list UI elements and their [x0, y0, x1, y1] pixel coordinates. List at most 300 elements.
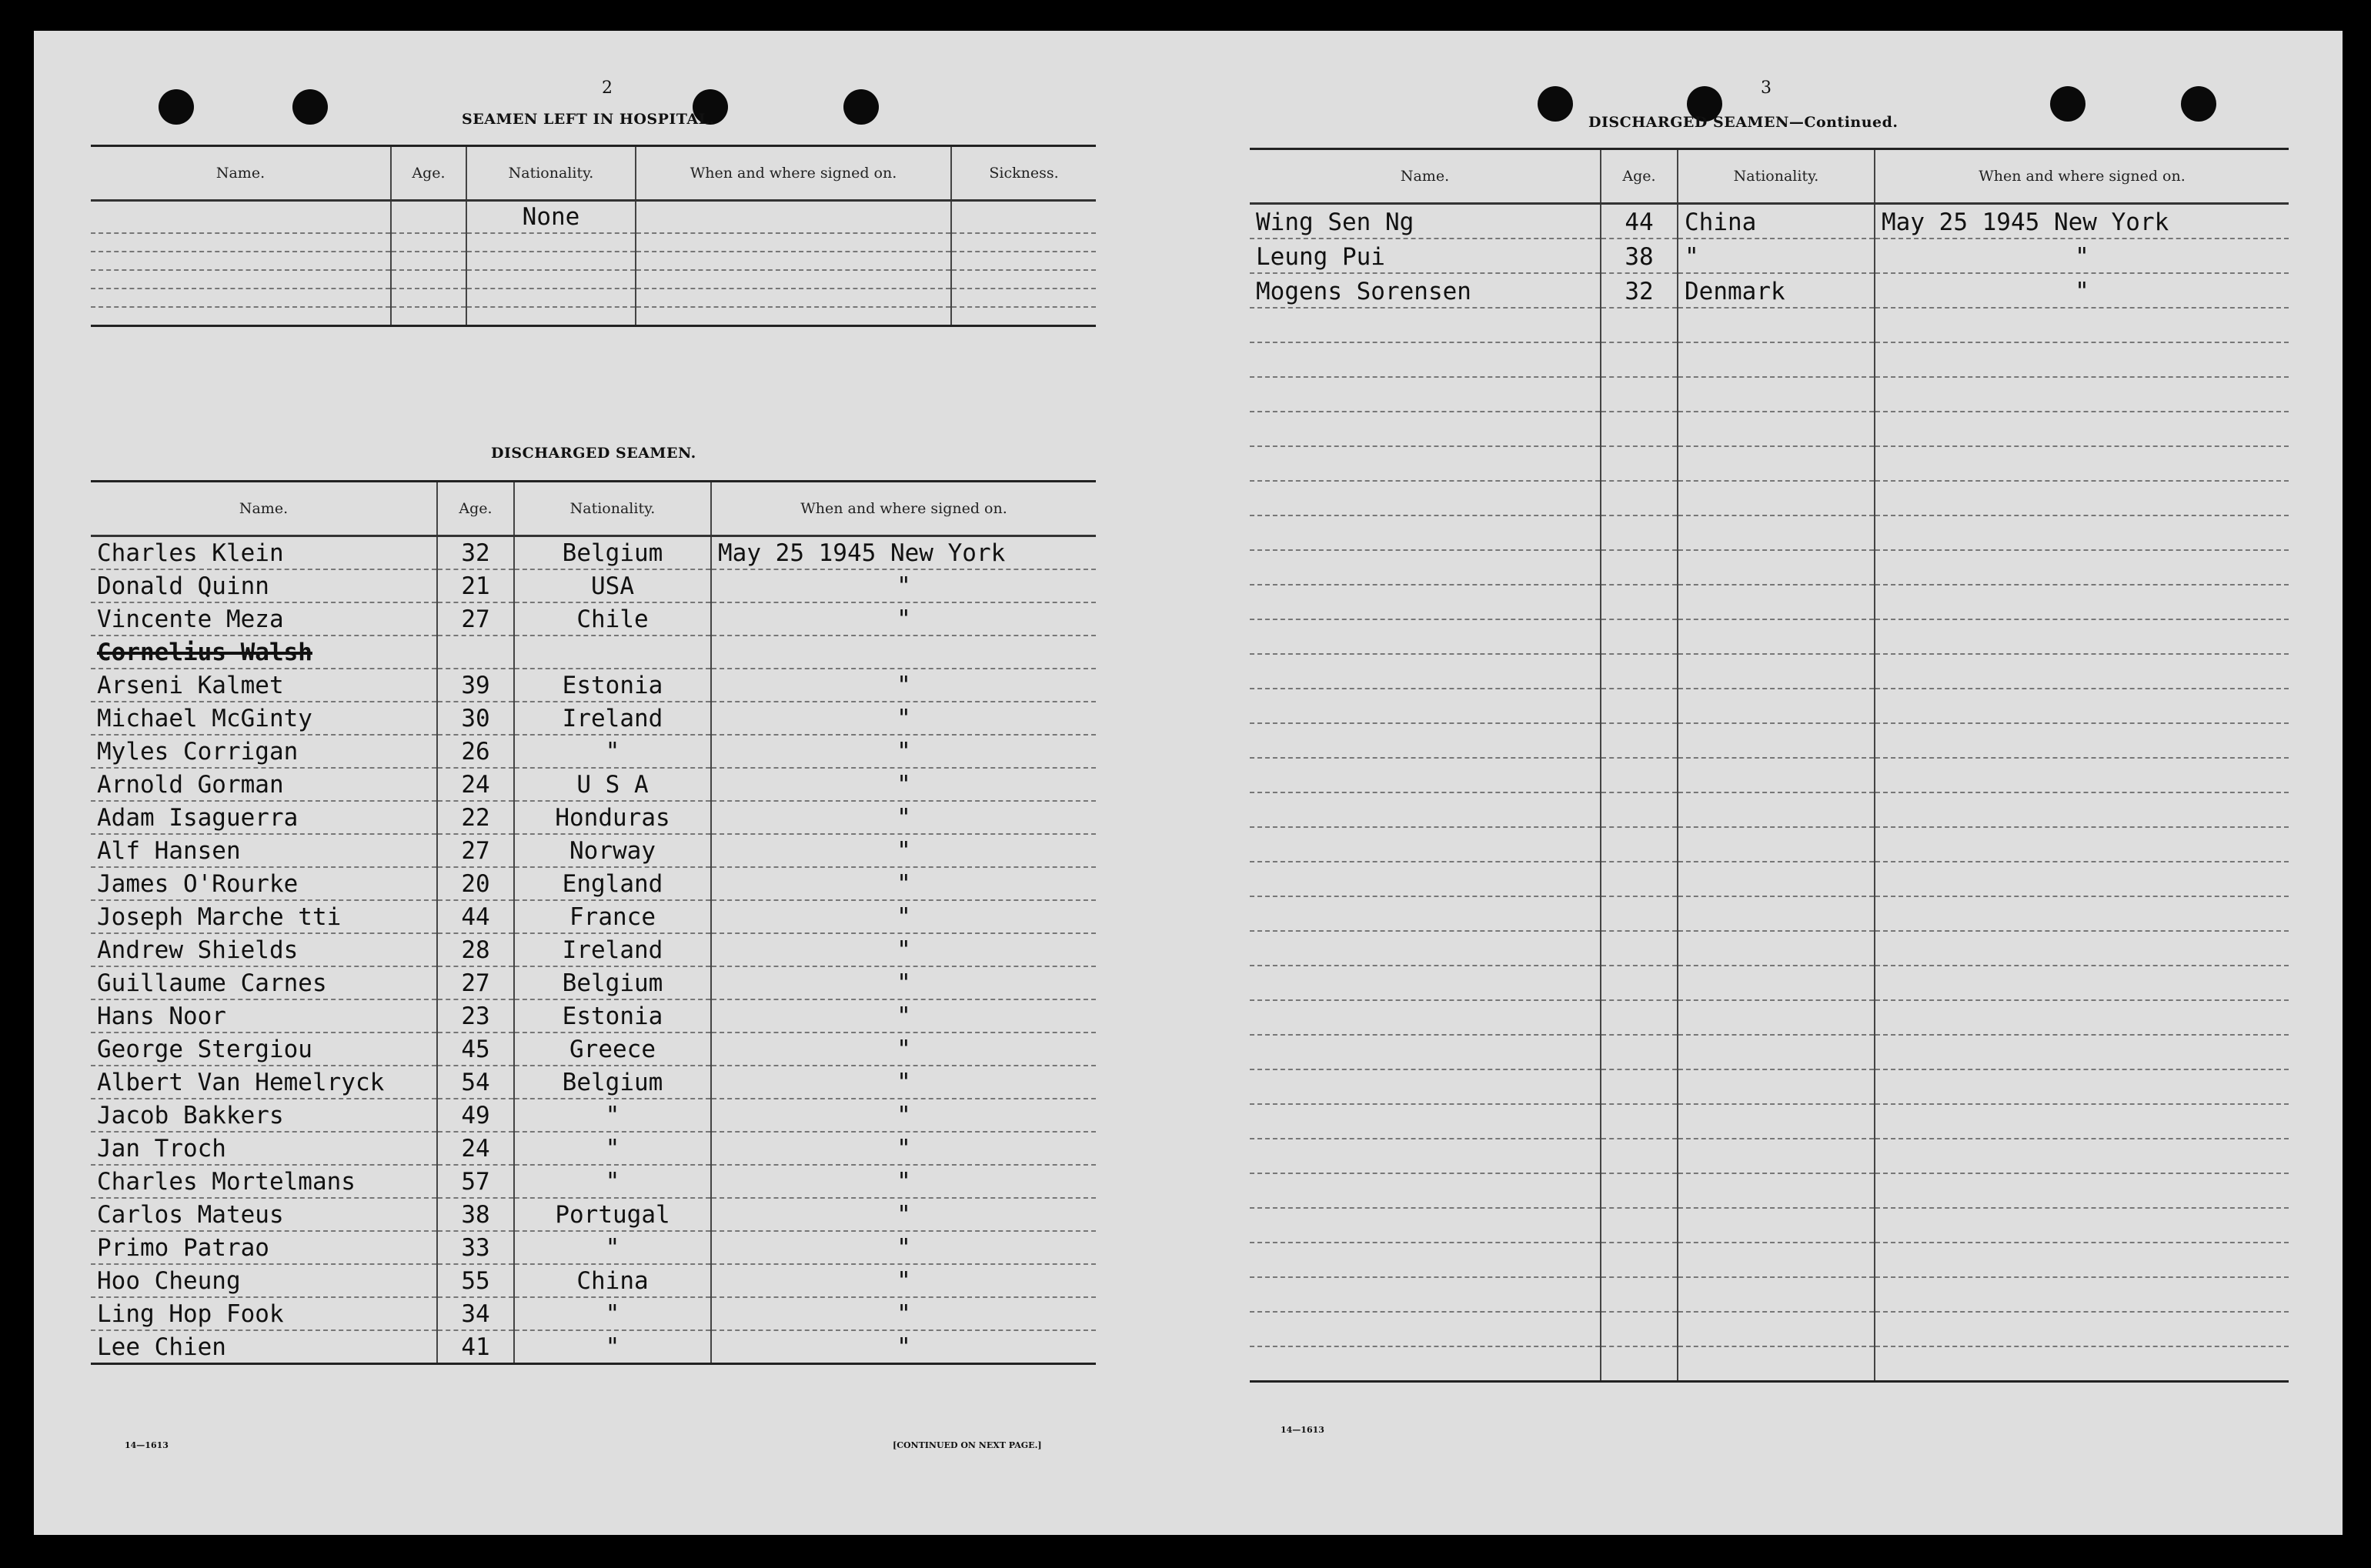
discharged-cell: " — [711, 1165, 1096, 1198]
table-row — [1250, 862, 2289, 896]
discharged-cell: Joseph Marche tti — [91, 900, 437, 933]
continued-cell — [1250, 862, 1601, 896]
discharged-cell: Jan Troch — [91, 1132, 437, 1165]
continued-cell — [1678, 342, 1875, 377]
discharged-cell: U S A — [514, 768, 711, 801]
table-row — [91, 1231, 1096, 1264]
continued-cell — [1250, 1277, 1601, 1312]
continued-header-0: Name. — [1250, 149, 1601, 204]
table-row — [1250, 689, 2289, 723]
table-row — [1250, 585, 2289, 619]
discharged-cell: " — [711, 966, 1096, 999]
continued-cell — [1601, 342, 1678, 377]
table-row — [1250, 1104, 2289, 1139]
discharged-cell: Chile — [514, 602, 711, 636]
continued-cell — [1678, 931, 1875, 966]
continued-cell — [1875, 1243, 2289, 1277]
table-row — [1250, 792, 2289, 827]
continued-cell — [1875, 689, 2289, 723]
discharged-cell: 28 — [437, 933, 514, 966]
continued-cell — [1678, 515, 1875, 550]
continued-cell — [1601, 792, 1678, 827]
discharged-cell: Hoo Cheung — [91, 1264, 437, 1297]
table-row — [1250, 1035, 2289, 1069]
discharged-cell: " — [514, 1132, 711, 1165]
table-row — [91, 1099, 1096, 1132]
hospital-cell — [636, 270, 951, 289]
continued-cell — [1875, 1104, 2289, 1139]
discharged-cell: Belgium — [514, 536, 711, 570]
continued-cell — [1601, 1173, 1678, 1208]
continued-cell — [1250, 585, 1601, 619]
table-row — [91, 801, 1096, 834]
right-page-number: 3 — [1761, 78, 1772, 98]
continued-cell: China — [1678, 204, 1875, 239]
hospital-header-2: Nationality. — [466, 146, 636, 201]
continued-cell — [1875, 308, 2289, 342]
hospital-cell — [636, 252, 951, 270]
hospital-cell — [636, 307, 951, 326]
continued-cell — [1678, 585, 1875, 619]
hospital-cell — [466, 252, 636, 270]
punch-hole-2 — [292, 89, 328, 125]
discharged-cell: " — [711, 702, 1096, 735]
continued-cell: May 25 1945 New York — [1875, 204, 2289, 239]
continued-cell — [1250, 446, 1601, 481]
hospital-cell — [636, 233, 951, 252]
continued-cell — [1678, 758, 1875, 792]
discharged-cell: Carlos Mateus — [91, 1198, 437, 1231]
table-row — [91, 768, 1096, 801]
discharged-cell: 27 — [437, 834, 514, 867]
discharged-cell: 26 — [437, 735, 514, 768]
table-row — [91, 966, 1096, 999]
discharged-cell: " — [711, 1297, 1096, 1330]
continued-cell — [1875, 931, 2289, 966]
table-row — [91, 669, 1096, 702]
table-row — [1250, 446, 2289, 481]
table-row — [1250, 1277, 2289, 1312]
continued-cell — [1875, 654, 2289, 689]
discharged-cell: Norway — [514, 834, 711, 867]
table-row — [91, 201, 1096, 234]
discharged-cell: Portugal — [514, 1198, 711, 1231]
continued-cell — [1601, 585, 1678, 619]
discharged-cell: Hans Noor — [91, 999, 437, 1033]
discharged-cell: 33 — [437, 1231, 514, 1264]
continued-cell — [1678, 1277, 1875, 1312]
discharged-section-title: DISCHARGED SEAMEN. — [491, 445, 696, 462]
discharged-cell: " — [711, 933, 1096, 966]
continued-cell — [1678, 481, 1875, 515]
table-row — [91, 900, 1096, 933]
continued-cell — [1250, 1035, 1601, 1069]
hospital-header-3: When and where signed on. — [636, 146, 951, 201]
continued-cell — [1875, 342, 2289, 377]
discharged-cell: Charles Klein — [91, 536, 437, 570]
discharged-cell: " — [711, 834, 1096, 867]
continued-cell — [1875, 377, 2289, 412]
table-row — [1250, 1243, 2289, 1277]
continued-cell — [1875, 1346, 2289, 1382]
discharged-cell: Lee Chien — [91, 1330, 437, 1364]
discharged-cell: Primo Patrao — [91, 1231, 437, 1264]
continued-cell — [1678, 1000, 1875, 1035]
continued-cell — [1875, 966, 2289, 1000]
discharged-cell: 39 — [437, 669, 514, 702]
continued-cell — [1678, 1312, 1875, 1346]
hospital-cell — [391, 252, 466, 270]
continued-cell — [1250, 896, 1601, 931]
continued-cell — [1678, 966, 1875, 1000]
table-row — [91, 636, 1096, 669]
continued-header-3: When and where signed on. — [1875, 149, 2289, 204]
continued-cell — [1678, 412, 1875, 446]
continued-cell — [1601, 1312, 1678, 1346]
hospital-cell — [466, 270, 636, 289]
continued-cell — [1678, 896, 1875, 931]
continued-cell — [1678, 1139, 1875, 1173]
continued-cell — [1678, 1104, 1875, 1139]
continued-cell — [1250, 1104, 1601, 1139]
continued-cell: " — [1875, 239, 2289, 273]
continued-cell — [1875, 758, 2289, 792]
continued-note: [CONTINUED ON NEXT PAGE.] — [893, 1440, 1042, 1450]
continued-cell — [1601, 654, 1678, 689]
table-row — [91, 536, 1096, 570]
table-row — [1250, 204, 2289, 239]
continued-cell — [1875, 896, 2289, 931]
continued-cell — [1678, 550, 1875, 585]
discharged-cell: 41 — [437, 1330, 514, 1364]
discharged-cell: " — [711, 1132, 1096, 1165]
hospital-cell — [951, 201, 1096, 234]
continued-cell — [1250, 827, 1601, 862]
punch-hole-7 — [2050, 86, 2085, 122]
continued-cell — [1601, 1035, 1678, 1069]
continued-cell — [1250, 792, 1601, 827]
discharged-cell: England — [514, 867, 711, 900]
discharged-cell: Belgium — [514, 1066, 711, 1099]
discharged-cell: " — [711, 999, 1096, 1033]
discharged-cell: 44 — [437, 900, 514, 933]
discharged-cell: Greece — [514, 1033, 711, 1066]
discharged-cell: " — [711, 1066, 1096, 1099]
discharged-cell: " — [514, 1330, 711, 1364]
hospital-cell — [951, 270, 1096, 289]
continued-cell — [1250, 1243, 1601, 1277]
continued-cell — [1601, 758, 1678, 792]
continued-cell — [1875, 827, 2289, 862]
table-row — [1250, 412, 2289, 446]
hospital-cell — [91, 307, 391, 326]
table-row — [1250, 515, 2289, 550]
table-row — [91, 1330, 1096, 1364]
discharged-cell: Ireland — [514, 702, 711, 735]
discharged-cell: Guillaume Carnes — [91, 966, 437, 999]
discharged-cell: 27 — [437, 966, 514, 999]
continued-cell — [1601, 1069, 1678, 1104]
discharged-cell: James O'Rourke — [91, 867, 437, 900]
continued-cell — [1601, 862, 1678, 896]
hospital-cell — [391, 233, 466, 252]
hospital-cell — [391, 270, 466, 289]
continued-cell — [1678, 862, 1875, 896]
discharged-cell: France — [514, 900, 711, 933]
table-row — [91, 999, 1096, 1033]
table-row — [91, 289, 1096, 307]
table-row — [1250, 654, 2289, 689]
continued-cell — [1875, 1000, 2289, 1035]
continued-cell — [1875, 1312, 2289, 1346]
table-row — [91, 1132, 1096, 1165]
discharged-cell: Donald Quinn — [91, 569, 437, 602]
table-row — [1250, 1173, 2289, 1208]
continued-cell — [1601, 689, 1678, 723]
continued-cell — [1678, 1173, 1875, 1208]
discharged-cell: " — [711, 1330, 1096, 1364]
continued-cell — [1601, 1000, 1678, 1035]
discharged-header-0: Name. — [91, 482, 437, 536]
discharged-cell: Myles Corrigan — [91, 735, 437, 768]
table-row — [91, 1198, 1096, 1231]
hospital-cell — [91, 201, 391, 234]
discharged-cell: " — [514, 1297, 711, 1330]
continued-cell — [1250, 966, 1601, 1000]
table-row — [1250, 619, 2289, 654]
hospital-cell — [391, 289, 466, 307]
table-row — [1250, 758, 2289, 792]
continued-cell — [1601, 1243, 1678, 1277]
discharged-cell: " — [711, 768, 1096, 801]
discharged-cell: 24 — [437, 1132, 514, 1165]
continued-cell — [1250, 550, 1601, 585]
continued-cell — [1678, 1346, 1875, 1382]
discharged-cell: " — [711, 1198, 1096, 1231]
table-row — [91, 602, 1096, 636]
right-title-suffix: —Continued. — [1788, 114, 1898, 131]
continued-cell — [1601, 515, 1678, 550]
discharged-cell: 27 — [437, 602, 514, 636]
hospital-cell — [636, 201, 951, 234]
table-row — [91, 233, 1096, 252]
continued-cell — [1875, 1035, 2289, 1069]
hospital-cell — [466, 233, 636, 252]
table-row — [1250, 239, 2289, 273]
right-title-main: DISCHARGED SEAMEN — [1588, 114, 1789, 131]
continued-cell — [1875, 481, 2289, 515]
table-row — [91, 1264, 1096, 1297]
discharged-cell: Adam Isaguerra — [91, 801, 437, 834]
continued-cell — [1875, 792, 2289, 827]
discharged-cell: Charles Mortelmans — [91, 1165, 437, 1198]
table-row — [1250, 1346, 2289, 1382]
discharged-cell: 49 — [437, 1099, 514, 1132]
discharged-cell: Honduras — [514, 801, 711, 834]
continued-cell — [1678, 1069, 1875, 1104]
continued-cell — [1875, 412, 2289, 446]
discharged-cell: 32 — [437, 536, 514, 570]
discharged-cell: 57 — [437, 1165, 514, 1198]
right-section-title — [1588, 114, 1898, 131]
table-row — [1250, 342, 2289, 377]
continued-cell — [1875, 1208, 2289, 1243]
table-row — [91, 702, 1096, 735]
discharged-cell: Ireland — [514, 933, 711, 966]
continued-cell — [1601, 1104, 1678, 1139]
hospital-table — [91, 145, 1096, 327]
hospital-cell — [951, 307, 1096, 326]
continued-cell — [1250, 689, 1601, 723]
table-row — [1250, 308, 2289, 342]
discharged-cell: USA — [514, 569, 711, 602]
discharged-cell: 55 — [437, 1264, 514, 1297]
continued-cell: 44 — [1601, 204, 1678, 239]
discharged-cell: 30 — [437, 702, 514, 735]
continued-cell — [1601, 308, 1678, 342]
continued-cell — [1601, 896, 1678, 931]
continued-cell: Mogens Sorensen — [1250, 273, 1601, 308]
discharged-header-1: Age. — [437, 482, 514, 536]
continued-cell — [1250, 308, 1601, 342]
hospital-section-title: SEAMEN LEFT IN HOSPITAL. — [462, 111, 715, 128]
table-row — [91, 735, 1096, 768]
table-row — [91, 270, 1096, 289]
continued-header-1: Age. — [1601, 149, 1678, 204]
table-row — [1250, 1139, 2289, 1173]
continued-cell — [1601, 827, 1678, 862]
table-row — [91, 1066, 1096, 1099]
left-page-number: 2 — [602, 78, 613, 98]
hospital-cell — [466, 307, 636, 326]
discharged-cell: 21 — [437, 569, 514, 602]
discharged-cell: Vincente Meza — [91, 602, 437, 636]
hospital-cell — [636, 289, 951, 307]
hospital-cell — [951, 252, 1096, 270]
table-row — [1250, 896, 2289, 931]
continued-cell — [1678, 1243, 1875, 1277]
hospital-cell — [91, 270, 391, 289]
continued-cell — [1601, 1277, 1678, 1312]
table-row — [91, 1297, 1096, 1330]
table-row — [1250, 723, 2289, 758]
continued-cell — [1250, 1312, 1601, 1346]
continued-cell — [1601, 412, 1678, 446]
discharged-cell: May 25 1945 New York — [711, 536, 1096, 570]
table-row — [91, 1165, 1096, 1198]
continued-cell — [1601, 1208, 1678, 1243]
continued-cell — [1678, 308, 1875, 342]
continued-cell — [1250, 931, 1601, 966]
discharged-header-2: Nationality. — [514, 482, 711, 536]
continued-cell — [1601, 1346, 1678, 1382]
continued-cell — [1678, 1035, 1875, 1069]
table-row — [1250, 1000, 2289, 1035]
continued-cell — [1875, 1069, 2289, 1104]
continued-cell — [1250, 1139, 1601, 1173]
discharged-cell: " — [711, 1099, 1096, 1132]
hospital-cell — [391, 307, 466, 326]
punch-hole-5 — [1538, 86, 1573, 122]
continued-cell — [1678, 377, 1875, 412]
discharged-cell: " — [711, 801, 1096, 834]
continued-cell — [1250, 377, 1601, 412]
discharged-cell: " — [514, 1099, 711, 1132]
discharged-cell: " — [711, 1033, 1096, 1066]
hospital-cell — [91, 252, 391, 270]
continued-cell: Denmark — [1678, 273, 1875, 308]
continued-cell — [1875, 550, 2289, 585]
continued-cell — [1601, 481, 1678, 515]
discharged-cell: " — [711, 602, 1096, 636]
discharged-cell: " — [711, 569, 1096, 602]
discharged-cell: " — [514, 735, 711, 768]
discharged-cell: 38 — [437, 1198, 514, 1231]
discharged-cell — [514, 636, 711, 669]
continued-cell — [1678, 723, 1875, 758]
discharged-cell: China — [514, 1264, 711, 1297]
discharged-cell: Jacob Bakkers — [91, 1099, 437, 1132]
continued-cell — [1875, 1277, 2289, 1312]
hospital-cell — [951, 233, 1096, 252]
continued-cell — [1250, 342, 1601, 377]
discharged-cell: Alf Hansen — [91, 834, 437, 867]
table-row — [91, 252, 1096, 270]
continued-cell — [1601, 966, 1678, 1000]
table-row — [91, 1033, 1096, 1066]
discharged-cell: 54 — [437, 1066, 514, 1099]
discharged-cell: Estonia — [514, 999, 711, 1033]
discharged-header-3: When and where signed on. — [711, 482, 1096, 536]
table-row — [1250, 1208, 2289, 1243]
continued-cell — [1250, 758, 1601, 792]
document-sheet — [34, 31, 2343, 1535]
discharged-cell: " — [711, 669, 1096, 702]
discharged-cell: George Stergiou — [91, 1033, 437, 1066]
discharged-cell — [711, 636, 1096, 669]
continued-cell — [1678, 792, 1875, 827]
continued-cell — [1875, 446, 2289, 481]
continued-cell — [1875, 862, 2289, 896]
continued-cell — [1678, 689, 1875, 723]
continued-cell — [1875, 585, 2289, 619]
continued-cell: Wing Sen Ng — [1250, 204, 1601, 239]
discharged-cell: 22 — [437, 801, 514, 834]
continued-cell — [1601, 619, 1678, 654]
continued-cell — [1875, 1139, 2289, 1173]
continued-cell — [1250, 1069, 1601, 1104]
continued-cell — [1875, 723, 2289, 758]
continued-cell — [1250, 619, 1601, 654]
discharged-cell: " — [514, 1165, 711, 1198]
discharged-table — [91, 480, 1096, 1365]
table-row — [1250, 931, 2289, 966]
hospital-cell — [91, 233, 391, 252]
continued-cell — [1875, 1173, 2289, 1208]
table-row — [1250, 273, 2289, 308]
discharged-cell: " — [711, 735, 1096, 768]
discharged-cell: 23 — [437, 999, 514, 1033]
continued-cell — [1250, 1173, 1601, 1208]
discharged-cell: Belgium — [514, 966, 711, 999]
discharged-cell — [437, 636, 514, 669]
discharged-cell: Andrew Shields — [91, 933, 437, 966]
continued-discharged-table — [1250, 148, 2289, 1383]
continued-cell — [1250, 412, 1601, 446]
right-form-number: 14—1613 — [1281, 1425, 1324, 1435]
continued-cell — [1678, 827, 1875, 862]
discharged-cell: Estonia — [514, 669, 711, 702]
